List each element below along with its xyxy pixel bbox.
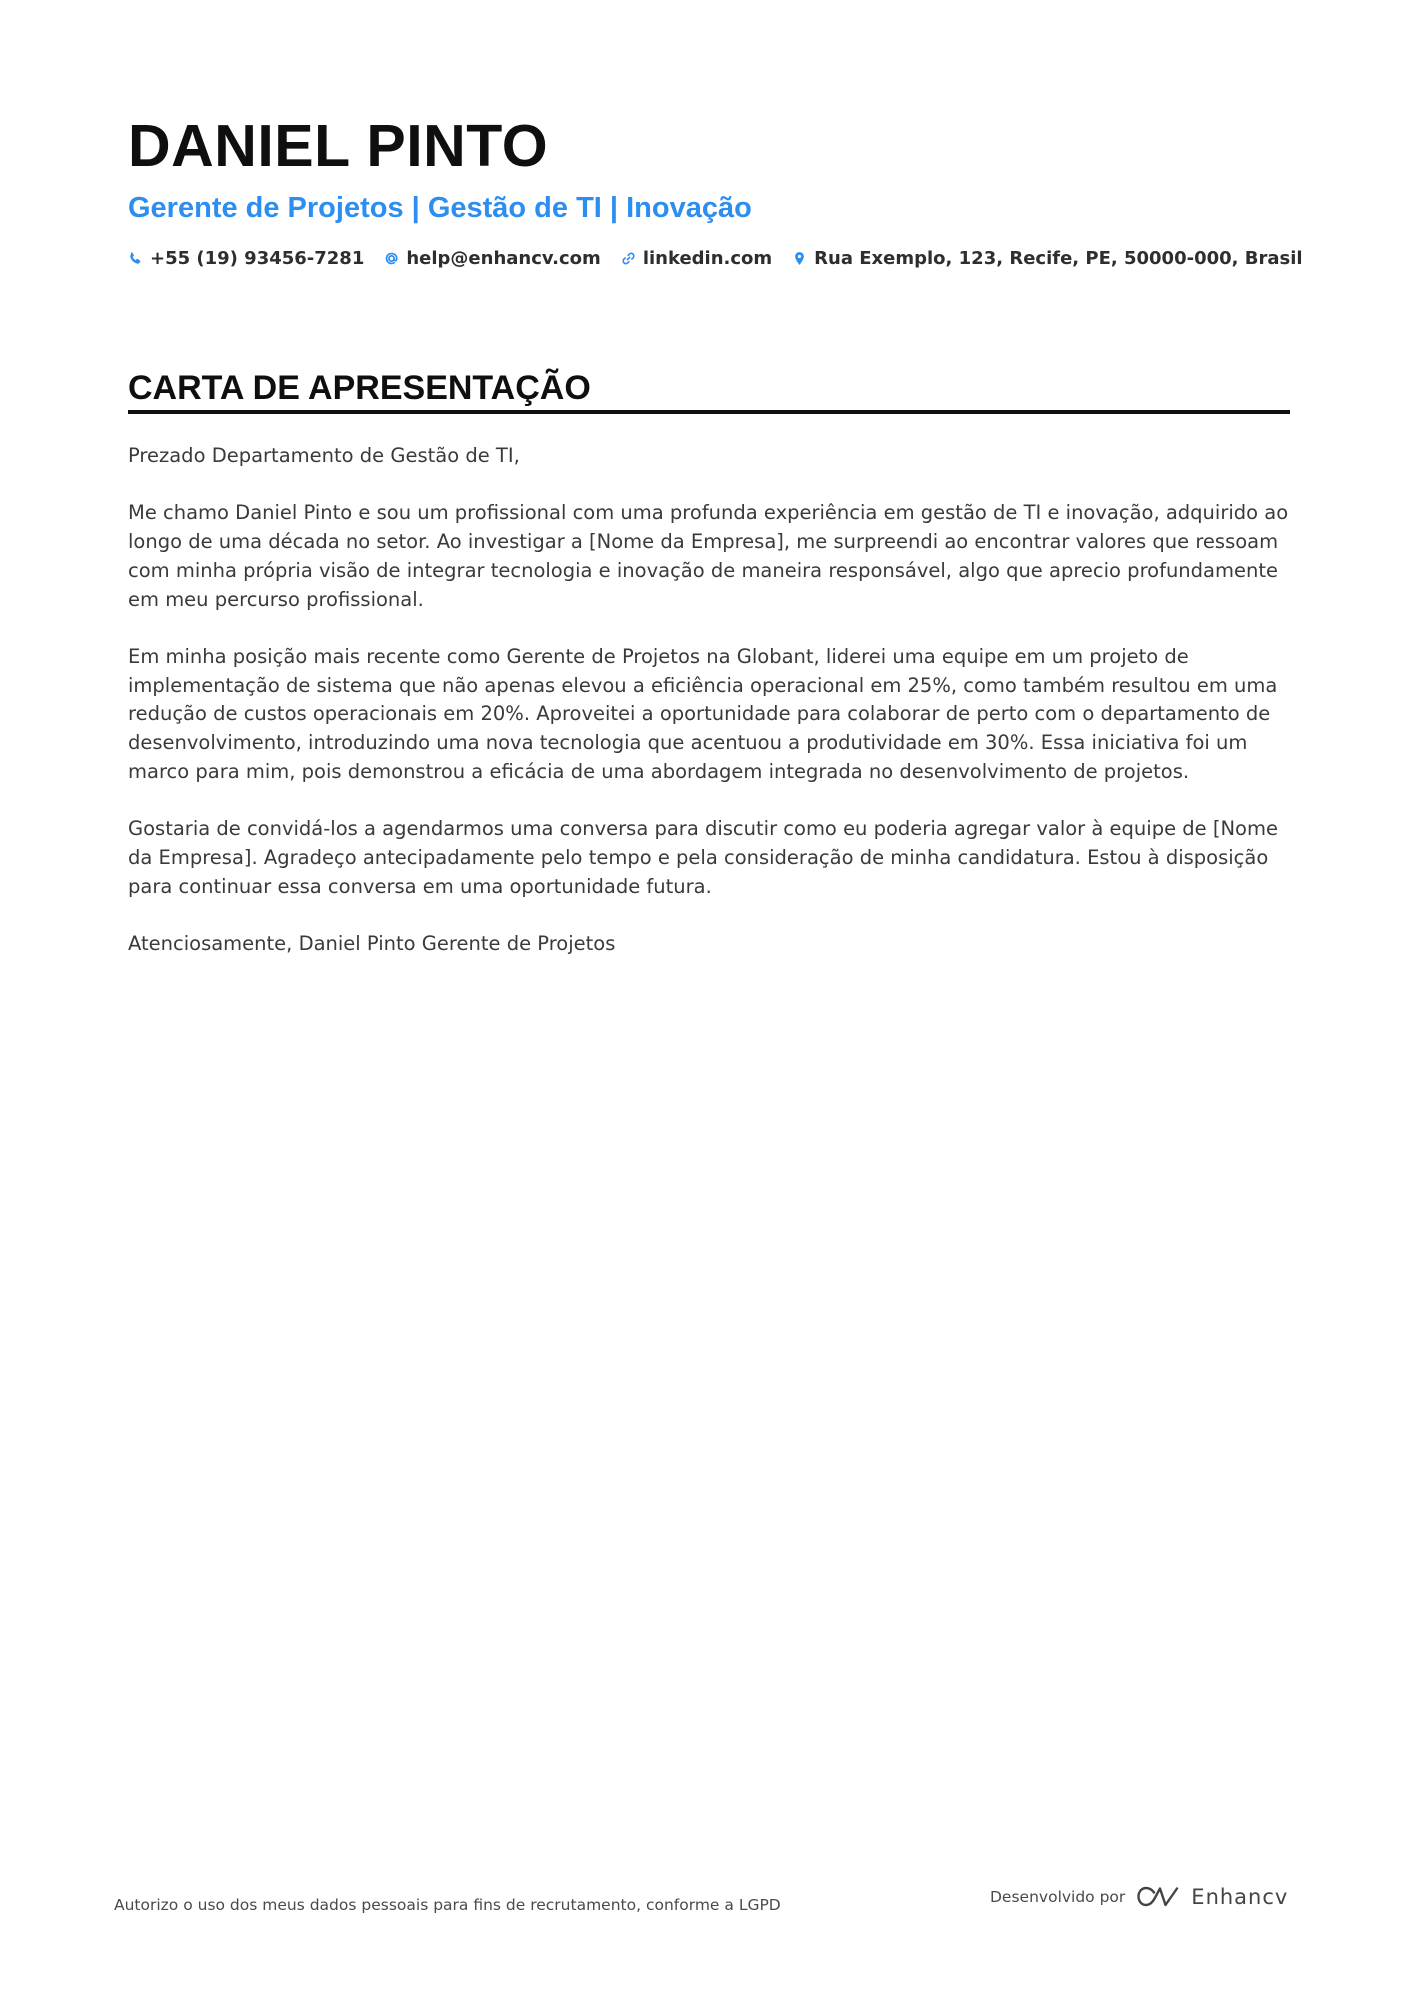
cover-letter-body [128,442,1290,987]
brand-name: Enhancv [1191,1885,1289,1909]
powered-by-label: Desenvolvido por [990,1888,1126,1906]
footer-branding[interactable] [990,1884,1288,1910]
contact-bar [128,248,1303,269]
footer-consent: Autorizo o uso dos meus dados pessoais para fins de recrutamento, conforme a LGPD [114,1896,781,1914]
contact-linkedin-text: linkedin.com [642,248,773,269]
letter-paragraph: Em minha posição mais recente como Gerente de Projetos na Globant, liderei uma equipe em um projeto de implementação de sistema que não apenas elevou a eficiência operacional em 25%, como também resultou em uma redução de custos operacionais em 20%. Aproveitei a oportunidade para colaborar de perto com o departamento de desenvolvimento, introduzindo uma nova tecnologia que acentuou a produtividade em 30%. Essa iniciativa foi um marco para mim, pois demonstrou a eficácia de uma abordagem integrada no desenvolvimento de projetos. [128,644,1278,783]
contact-address-text: Rua Exemplo, 123, Recife, PE, 50000-000, Brasil [814,248,1303,269]
letter-greeting: Prezado Departamento de Gestão de TI, [128,444,520,467]
letter-paragraph: Gostaria de convidá-los a agendarmos uma conversa para discutir como eu poderia agregar valor à equipe de [Nome da Empresa]. Agradeço antecipadamente pelo tempo e pela consideração de minha candidatura. Estou à disposição para continuar essa conversa em uma oportunidade futura. [128,817,1278,898]
letter-closing: Atenciosamente, Daniel Pinto Gerente de Projetos [128,931,616,955]
contact-phone [128,248,364,269]
section-heading: CARTA DE APRESENTAÇÃO [128,368,1290,414]
phone-icon [128,251,143,266]
contact-phone-text: +55 (19) 93456-7281 [150,248,365,269]
candidate-title: Gerente de Projetos | Gestão de TI | Inovação [128,192,752,224]
link-icon [621,251,636,266]
letter-paragraph: Me chamo Daniel Pinto e sou um profissional com uma profunda experiência em gestão de TI e inovação, adquirido ao longo de uma década no setor. Ao investigar a [Nome da Empresa], me surpreendi ao encontrar valores que ressoam com minha própria visão de integrar tecnologia e inovação de maneira responsável, algo que aprecio profundamente em meu percurso profissional. [128,501,1289,611]
contact-email-text: help@enhancv.com [406,248,601,269]
candidate-name: DANIEL PINTO [128,113,549,179]
at-icon [384,251,399,266]
contact-linkedin[interactable] [621,248,772,269]
contact-address [792,248,1302,269]
location-pin-icon [792,251,807,266]
contact-email[interactable] [384,248,600,269]
resume-header [128,104,1303,269]
enhancv-logo-icon [1135,1884,1181,1910]
